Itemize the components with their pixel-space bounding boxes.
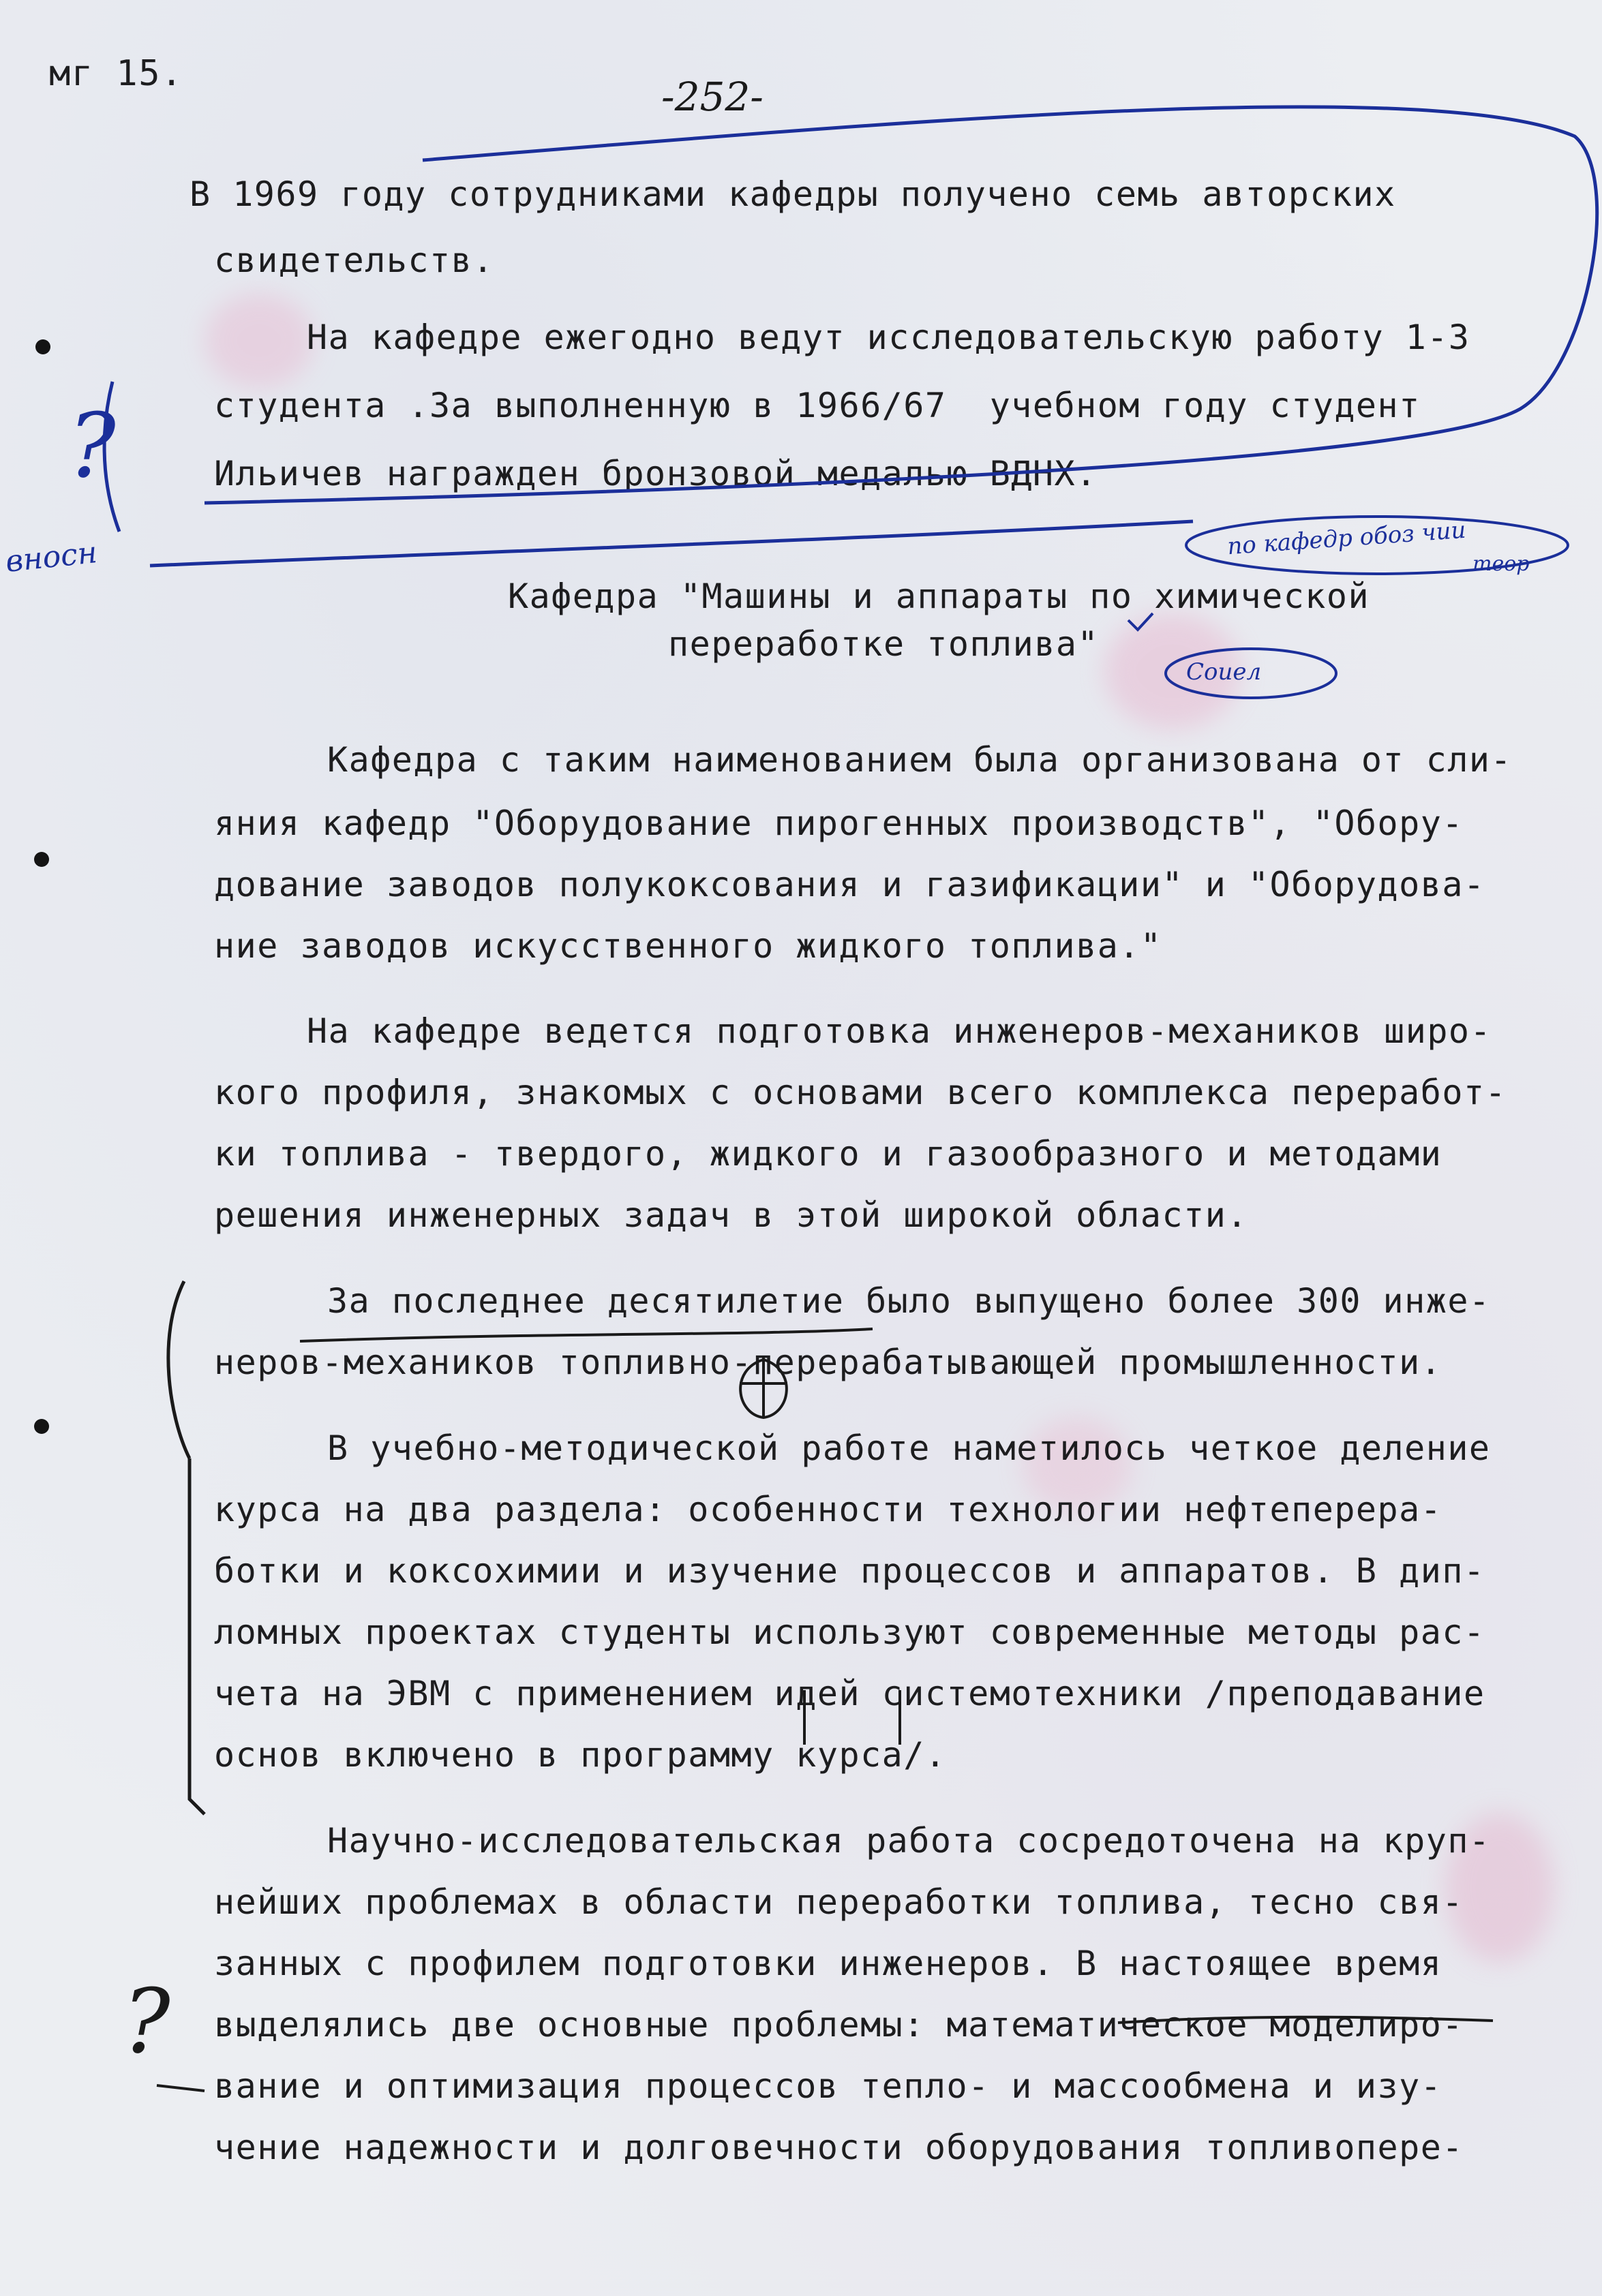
text-line: ботки и коксохимии и изучение процессов и аппаратов. В дип-: [214, 1551, 1485, 1591]
text-line: переработке топлива": [668, 624, 1100, 664]
blue-underline-arrow: [150, 521, 1193, 566]
text-line: Ильичев награжден бронзовой медалью ВДНХ.: [214, 454, 1098, 493]
text-line: основ включено в программу курса/.: [214, 1735, 947, 1775]
text-line: дование заводов полукоксования и газификации" и "Оборудова-: [214, 865, 1485, 904]
text-line: В учебно-методической работе наметилось четкое деление: [327, 1428, 1491, 1468]
text-line: На кафедре ведется подготовка инженеров-механиков широ-: [307, 1011, 1492, 1051]
text-line: решения инженерных задач в этой широкой области.: [214, 1195, 1248, 1235]
text-line: ние заводов искусственного жидкого топлива.": [214, 926, 1162, 966]
text-line: За последнее десятилетие было выпущено более 300 инже-: [327, 1281, 1491, 1321]
text-line: чение надежности и долговечности оборудования топливопере-: [214, 2128, 1464, 2167]
text-line: Кафедра с таким наименованием была организована от сли-: [327, 740, 1513, 780]
black-underline-decade: [300, 1329, 873, 1341]
text-line: студента .За выполненную в 1966/67 учебном году студент: [214, 386, 1421, 425]
text-line: неров-механиков топливно-перерабатывающей промышленности.: [214, 1343, 1442, 1382]
text-line: В 1969 году сотрудниками кафедры получено семь авторских: [190, 174, 1396, 214]
text-line: Кафедра "Машины и аппараты по химической: [508, 577, 1370, 616]
punch-hole-2: [34, 852, 49, 867]
black-bracket-1: [168, 1281, 190, 1458]
margin-note-teor: теор: [1472, 552, 1530, 576]
stain-pink-1: [205, 293, 314, 388]
punch-hole-3: [34, 1419, 49, 1434]
text-line: ки топлива - твердого, жидкого и газообразного и методами: [214, 1134, 1442, 1174]
text-line: свидетельств.: [214, 241, 494, 280]
text-line: занных с профилем подготовки инженеров. В настоящее время: [214, 1944, 1442, 1983]
black-bracket-2: [190, 1458, 205, 1814]
oval-note: Соиел: [1186, 658, 1262, 686]
text-line: курса на два раздела: особенности технологии нефтеперера-: [214, 1490, 1442, 1529]
text-line: вание и оптимизация процессов тепло- и массообмена и изу-: [214, 2066, 1442, 2106]
text-line: выделялись две основные проблемы: математическое моделиро-: [214, 2005, 1464, 2045]
text-line: Научно-исследовательская работа сосредоточена на круп-: [327, 1821, 1491, 1861]
margin-note-kafedr: по кафедр обоз чии: [1226, 516, 1467, 561]
text-line: нейших проблемах в области переработки топлива, тесно свя-: [214, 1882, 1464, 1922]
margin-note-vnosn: вносн: [3, 535, 100, 579]
header-code: мг 15.: [49, 53, 183, 94]
text-line: ломных проектах студенты используют современные методы рас-: [214, 1612, 1485, 1652]
text-line: яния кафедр "Оборудование пирогенных производств", "Обору-: [214, 803, 1464, 843]
text-line: На кафедре ежегодно ведут исследовательскую работу 1-3: [307, 318, 1470, 357]
question-mark-top: ?: [68, 394, 116, 498]
text-line: кого профиля, знакомых с основами всего комплекса переработ-: [214, 1073, 1507, 1112]
text-line: чета на ЭВМ с применением идей системотехники /преподавание: [214, 1674, 1485, 1713]
page-number: -252-: [661, 74, 764, 120]
punch-hole-1: [35, 339, 50, 354]
black-margin-dash: [157, 2085, 205, 2091]
question-mark-bottom: ?: [123, 1970, 170, 2073]
blue-loop-bracket: [205, 107, 1597, 503]
